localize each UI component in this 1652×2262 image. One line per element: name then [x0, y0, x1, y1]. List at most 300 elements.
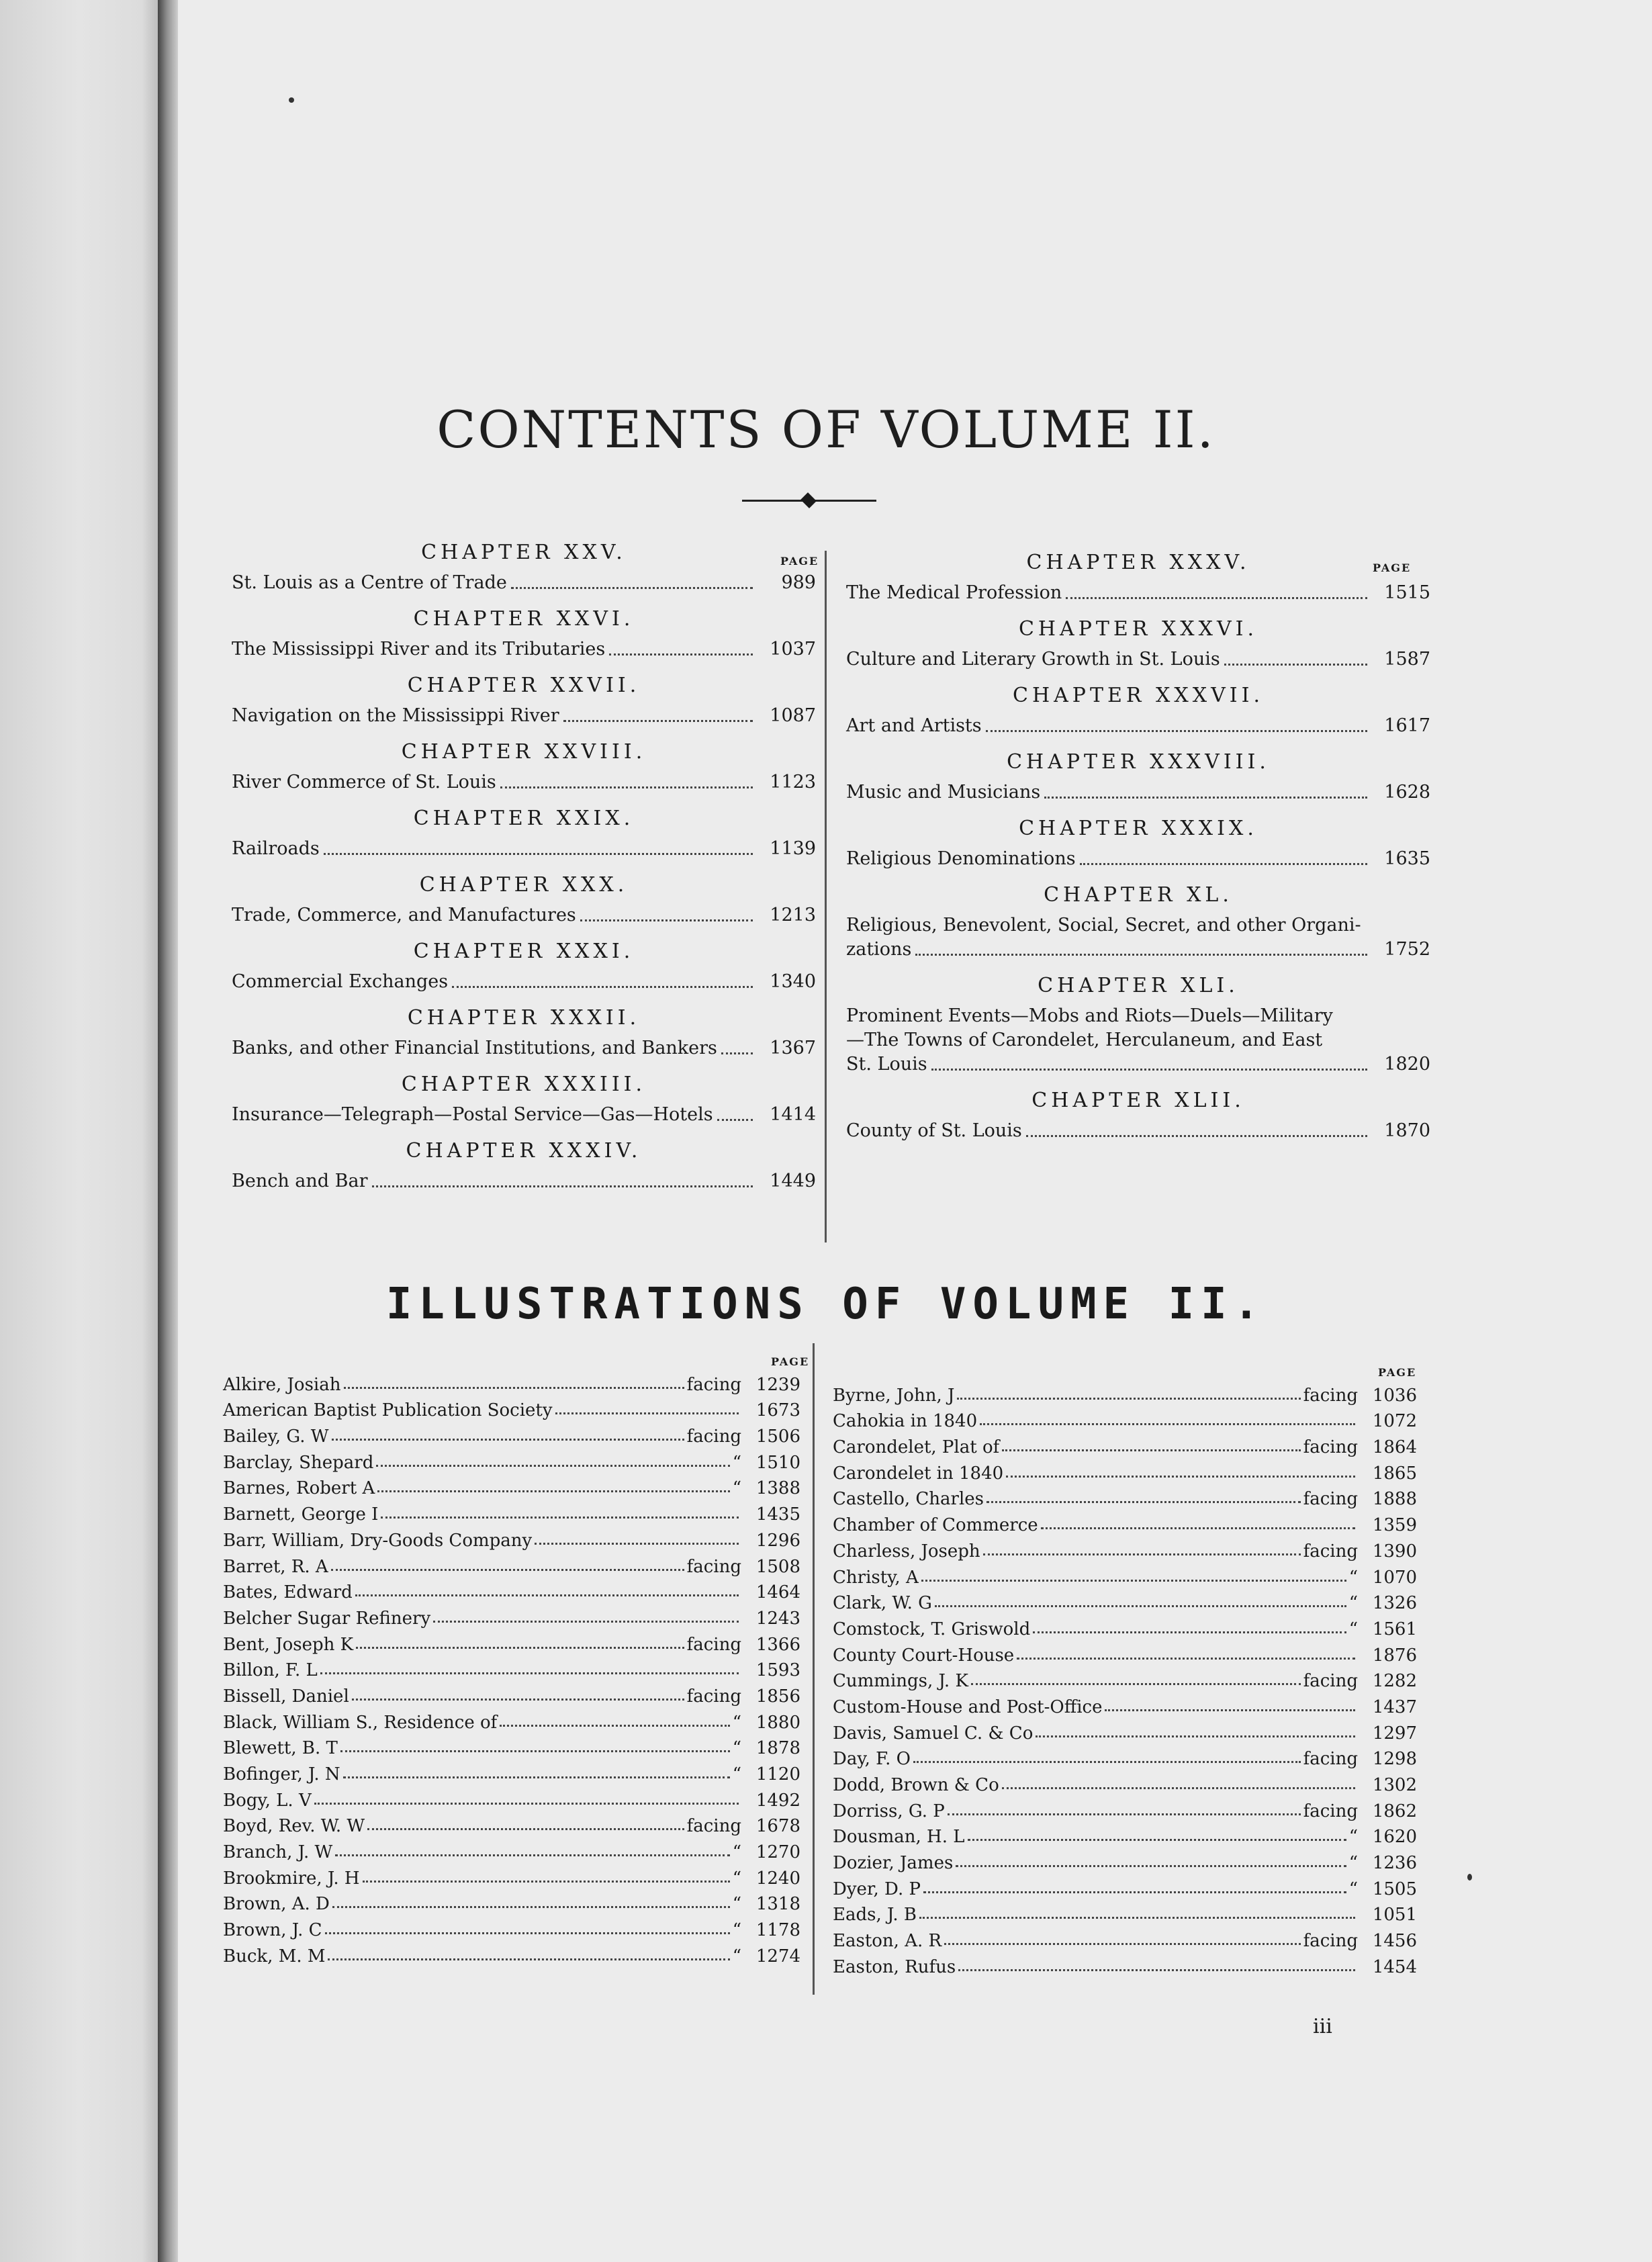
facing-marker: facing	[686, 1427, 741, 1447]
ill-page-label-left: PAGE	[771, 1355, 810, 1368]
contents-entry	[232, 571, 816, 595]
illustration-name: Clark, W. G	[833, 1593, 932, 1614]
page-number: 1051	[1372, 1905, 1417, 1926]
chapter-heading: CHAPTER XXXIII.	[401, 1073, 647, 1096]
chapter-heading: CHAPTER XXVII.	[407, 674, 641, 697]
illustration-entry	[223, 1447, 800, 1473]
illustration-name: Dyer, D. P	[833, 1879, 921, 1899]
dot-leader	[352, 1699, 684, 1701]
page-number: 1593	[755, 1660, 800, 1681]
chapter-title: River Commerce of St. Louis	[232, 772, 496, 793]
page-label-left: PAGE	[780, 555, 819, 568]
contents-entry	[232, 637, 816, 662]
dot-leader	[555, 1412, 739, 1414]
illustration-name: Billon, F. L	[223, 1660, 318, 1681]
dot-leader	[956, 1865, 1346, 1867]
page-number: 1366	[755, 1634, 800, 1655]
dot-leader	[1105, 1709, 1355, 1711]
adjacent-page-edge	[0, 0, 158, 2262]
illustration-name: Barret, R. A	[223, 1556, 328, 1577]
chapter-title: Insurance—Telegraph—Postal Service—Gas—Hotels	[232, 1104, 713, 1125]
page-number: 1449	[770, 1171, 816, 1191]
page-number: 1437	[1372, 1696, 1417, 1717]
page-number: 1617	[1384, 715, 1430, 736]
dot-leader	[563, 720, 753, 722]
contents-entry	[846, 938, 1430, 962]
ill-page-label-right: PAGE	[1378, 1366, 1417, 1379]
illustration-entry	[223, 1525, 800, 1551]
illustration-name: Boyd, Rev. W. W	[223, 1816, 365, 1837]
dot-leader	[609, 653, 753, 655]
page-number: 1865	[1372, 1463, 1417, 1484]
illustration-name: Easton, Rufus	[833, 1956, 956, 1977]
dot-leader	[980, 1423, 1355, 1425]
page-number: 1282	[1372, 1671, 1417, 1692]
illustration-entry	[833, 1925, 1417, 1951]
dot-leader	[915, 954, 1367, 956]
chapter-title: Banks, and other Financial Institutions, and Bankers	[232, 1038, 717, 1058]
illustration-name: Barr, William, Dry-Goods Company	[223, 1530, 533, 1551]
page-number: 1880	[755, 1712, 800, 1733]
illustration-name: Dodd, Brown & Co	[833, 1775, 999, 1795]
illustration-entry	[833, 1691, 1417, 1717]
dot-leader	[1041, 1527, 1355, 1529]
illustration-name: Chamber of Commerce	[833, 1515, 1038, 1536]
dot-leader	[332, 1439, 684, 1441]
contents-entry	[232, 1103, 816, 1127]
illustration-entry	[833, 1795, 1417, 1821]
facing-marker: facing	[1303, 1385, 1358, 1406]
page-number: 1297	[1372, 1723, 1417, 1744]
facing-marker: “	[732, 1712, 741, 1733]
chapter-title: Bench and Bar	[232, 1171, 368, 1191]
page-number: 1454	[1372, 1956, 1417, 1977]
page-number: 1326	[1372, 1593, 1417, 1614]
illustration-name: Davis, Samuel C. & Co	[833, 1723, 1034, 1744]
illustration-name: Alkire, Josiah	[223, 1374, 341, 1395]
illustration-entry	[833, 1588, 1417, 1614]
dot-leader	[355, 1594, 739, 1596]
page-title: CONTENTS OF VOLUME II.	[437, 400, 1215, 459]
dot-leader	[1002, 1787, 1355, 1789]
dot-leader	[1026, 1135, 1367, 1137]
facing-marker: facing	[686, 1556, 741, 1577]
chapter-title: Culture and Literary Growth in St. Louis	[846, 649, 1220, 670]
illustration-entry	[833, 1873, 1417, 1899]
facing-marker: facing	[1303, 1801, 1358, 1821]
dot-leader	[580, 919, 753, 921]
contents-entry	[846, 647, 1430, 672]
page-number: 1274	[755, 1946, 800, 1966]
column-divider	[825, 551, 827, 1242]
dot-leader	[721, 1052, 753, 1054]
chapter-title: Trade, Commerce, and Manufactures	[232, 905, 576, 925]
facing-marker: facing	[686, 1374, 741, 1395]
page-number: 1390	[1372, 1541, 1417, 1562]
contents-entry	[232, 1169, 816, 1193]
chapter-title: County of St. Louis	[846, 1120, 1022, 1141]
illustrations-divider	[813, 1343, 815, 1995]
dot-leader	[372, 1185, 753, 1187]
facing-marker: “	[1348, 1619, 1358, 1639]
chapter-title: St. Louis	[846, 1054, 927, 1075]
contents-entry	[846, 847, 1430, 871]
facing-marker: “	[732, 1478, 741, 1499]
facing-marker: facing	[686, 1634, 741, 1655]
illustration-name: Byrne, John, J	[833, 1385, 955, 1406]
page-number: 1367	[770, 1038, 816, 1058]
illustration-entry	[223, 1577, 800, 1603]
illustration-entry	[223, 1707, 800, 1733]
chapter-heading: CHAPTER XLI.	[1038, 974, 1239, 997]
dot-leader	[500, 1725, 729, 1727]
dot-leader	[986, 1501, 1301, 1503]
dot-leader	[983, 1553, 1301, 1555]
illustration-name: Barnes, Robert A	[223, 1478, 375, 1499]
dot-leader	[1080, 863, 1367, 865]
illustration-entry	[223, 1655, 800, 1681]
illustration-entry	[223, 1602, 800, 1629]
page-number: 1561	[1372, 1619, 1417, 1639]
illustration-entry	[223, 1758, 800, 1784]
chapter-heading: CHAPTER XXXII.	[407, 1006, 641, 1030]
dot-leader	[1002, 1449, 1300, 1451]
illustration-name: Easton, A. R	[833, 1931, 942, 1952]
page-number: 1296	[755, 1530, 800, 1551]
illustration-entry	[833, 1406, 1417, 1432]
page-number: 1070	[1372, 1567, 1417, 1588]
illustration-name: Barclay, Shepard	[223, 1452, 374, 1473]
dot-leader	[968, 1839, 1346, 1841]
illustration-name: Bogy, L. V	[223, 1790, 312, 1811]
illustration-entry	[223, 1733, 800, 1759]
illustration-entry	[833, 1847, 1417, 1873]
dot-leader	[452, 986, 753, 988]
page-number: 1628	[1384, 782, 1430, 803]
dot-leader	[923, 1891, 1346, 1893]
dot-leader	[328, 1958, 729, 1960]
illustration-entry	[833, 1457, 1417, 1484]
illustration-entry	[833, 1509, 1417, 1535]
page-label-right: PAGE	[1373, 561, 1412, 574]
page-number: 1587	[1384, 649, 1430, 670]
page-number: 1620	[1372, 1827, 1417, 1848]
contents-entry	[232, 704, 816, 728]
page-number: 1236	[1372, 1853, 1417, 1874]
print-speck	[289, 97, 294, 103]
dot-leader	[986, 730, 1367, 732]
chapter-title-lines	[846, 913, 1430, 938]
page-number: 989	[781, 572, 816, 593]
facing-marker: facing	[686, 1816, 741, 1837]
illustration-name: Brown, J. C	[223, 1920, 322, 1941]
illustration-entry	[223, 1420, 800, 1447]
page-number: 1515	[1384, 582, 1430, 603]
dot-leader	[324, 853, 753, 855]
illustration-name: Branch, J. W	[223, 1842, 333, 1863]
contents-entry	[846, 780, 1430, 805]
page-number: 1213	[770, 905, 816, 925]
facing-marker: facing	[1303, 1541, 1358, 1562]
facing-marker: “	[732, 1764, 741, 1784]
facing-marker: “	[732, 1842, 741, 1863]
page-number: 1414	[770, 1104, 816, 1125]
illustration-entry	[833, 1613, 1417, 1639]
illustration-entry	[223, 1369, 800, 1395]
dot-leader	[957, 1398, 1300, 1400]
illustration-name: Dorriss, G. P	[833, 1801, 945, 1821]
page-number: 1340	[770, 971, 816, 992]
illustration-name: Carondelet in 1840	[833, 1463, 1004, 1484]
dot-leader	[433, 1621, 739, 1623]
dot-leader	[919, 1917, 1355, 1919]
contents-entry	[232, 770, 816, 795]
contents-entry	[846, 1119, 1430, 1143]
illustration-entry	[223, 1551, 800, 1577]
chapter-title-line: Religious, Benevolent, Social, Secret, and other Organi-	[846, 915, 1361, 936]
illustration-name: Custom-House and Post-Office	[833, 1696, 1103, 1717]
facing-marker: “	[732, 1946, 741, 1966]
facing-marker: “	[732, 1868, 741, 1889]
illustration-name: Bailey, G. W	[223, 1427, 329, 1447]
chapter-title: The Mississippi River and its Tributaries	[232, 639, 606, 660]
chapter-title-lines	[846, 1004, 1430, 1052]
page-number: 1120	[755, 1764, 800, 1784]
illustration-entry	[223, 1395, 800, 1421]
illustrations-title: ILLUSTRATIONS OF VOLUME II.	[385, 1279, 1267, 1329]
dot-leader	[944, 1943, 1301, 1945]
facing-marker: “	[1348, 1853, 1358, 1874]
illustration-entry	[833, 1639, 1417, 1666]
page-number: 1510	[755, 1452, 800, 1473]
illustration-name: Eads, J. B	[833, 1905, 917, 1926]
illustration-entry	[223, 1680, 800, 1707]
page-number: 1864	[1372, 1437, 1417, 1458]
illustration-name: Blewett, B. T	[223, 1738, 338, 1759]
contents-entry	[232, 903, 816, 928]
illustration-name: Dozier, James	[833, 1853, 954, 1874]
dot-leader	[332, 1906, 730, 1908]
illustration-entry	[223, 1784, 800, 1811]
chapter-heading: CHAPTER XXVIII.	[401, 740, 647, 764]
chapter-title-line: Prominent Events—Mobs and Riots—Duels—Military	[846, 1005, 1333, 1026]
dot-leader	[335, 1854, 729, 1856]
contents-column-left	[232, 541, 816, 1206]
chapter-title: zations	[846, 939, 912, 960]
illustration-entry	[223, 1940, 800, 1966]
chapter-title: Music and Musicians	[846, 782, 1041, 803]
contents-entry	[232, 837, 816, 861]
page-number: 1492	[755, 1790, 800, 1811]
illustration-entry	[833, 1951, 1417, 1977]
illustration-entry	[833, 1899, 1417, 1926]
facing-marker: “	[1348, 1879, 1358, 1899]
facing-marker: “	[732, 1738, 741, 1759]
dot-leader	[1224, 664, 1367, 666]
page-number: 1876	[1372, 1645, 1417, 1666]
dot-leader	[931, 1069, 1367, 1071]
illustration-name: Day, F. O	[833, 1749, 911, 1770]
dot-leader	[1033, 1631, 1346, 1633]
illustration-entry	[833, 1535, 1417, 1562]
page-number: 1239	[755, 1374, 800, 1395]
page-number: 1388	[755, 1478, 800, 1499]
dot-leader	[343, 1776, 730, 1778]
contents-entry	[232, 1036, 816, 1060]
illustration-entry	[833, 1562, 1417, 1588]
illustrations-column-right	[833, 1379, 1417, 1977]
illustration-name: Brown, A. D	[223, 1894, 330, 1915]
page-number: 1270	[755, 1842, 800, 1863]
dot-leader	[367, 1828, 684, 1830]
dot-leader	[971, 1683, 1301, 1685]
dot-leader	[958, 1969, 1355, 1971]
dot-leader	[500, 786, 753, 788]
dot-leader	[1036, 1735, 1355, 1737]
chapter-heading: CHAPTER XXV.	[421, 541, 627, 564]
illustration-name: Bissell, Daniel	[223, 1686, 349, 1707]
illustration-entry	[833, 1744, 1417, 1770]
dot-leader	[1066, 597, 1367, 599]
illustration-name: Belcher Sugar Refinery	[223, 1608, 431, 1629]
page-number: 1123	[770, 772, 816, 793]
illustration-entry	[833, 1666, 1417, 1692]
page-number: 1856	[755, 1686, 800, 1707]
dot-leader	[340, 1750, 730, 1752]
dot-leader	[935, 1605, 1346, 1607]
dot-leader	[344, 1387, 684, 1389]
page-number: 1240	[755, 1868, 800, 1889]
illustration-entry	[223, 1498, 800, 1525]
chapter-heading: CHAPTER XXXVIII.	[1007, 750, 1270, 774]
chapter-title: Art and Artists	[846, 715, 982, 736]
dot-leader	[921, 1580, 1346, 1582]
chapter-heading: CHAPTER XXXVII.	[1013, 684, 1264, 707]
ornament-divider	[742, 492, 876, 509]
page-number: 1087	[770, 705, 816, 726]
dot-leader	[535, 1543, 739, 1545]
dot-leader	[314, 1803, 739, 1805]
page-number: 1243	[755, 1608, 800, 1629]
contents-entry	[846, 581, 1430, 605]
dot-leader	[511, 587, 753, 589]
illustration-name: Bent, Joseph K	[223, 1634, 354, 1655]
page-number: 1862	[1372, 1801, 1417, 1821]
chapter-heading: CHAPTER XXXIV.	[406, 1139, 642, 1163]
chapter-title-line: —The Towns of Carondelet, Herculaneum, and East	[846, 1030, 1323, 1050]
page-number: 1888	[1372, 1489, 1417, 1510]
facing-marker: “	[732, 1920, 741, 1941]
chapter-title: Commercial Exchanges	[232, 971, 449, 992]
illustration-entry	[223, 1914, 800, 1940]
chapter-title: Railroads	[232, 838, 320, 859]
illustration-name: Bates, Edward	[223, 1582, 353, 1603]
dot-leader	[381, 1517, 739, 1519]
chapter-heading: CHAPTER XXXI.	[413, 940, 635, 963]
illustration-name: Barnett, George I	[223, 1504, 379, 1525]
chapter-heading: CHAPTER XXX.	[419, 873, 629, 897]
illustration-name: Black, William S., Residence of	[223, 1712, 498, 1733]
illustration-entry	[223, 1473, 800, 1499]
facing-marker: facing	[1303, 1931, 1358, 1952]
page-number: 1456	[1372, 1931, 1417, 1952]
facing-marker: “	[732, 1452, 741, 1473]
chapter-title: St. Louis as a Centre of Trade	[232, 572, 507, 593]
page-number: 1506	[755, 1427, 800, 1447]
page-number: 1464	[755, 1582, 800, 1603]
facing-marker: “	[732, 1894, 741, 1915]
illustration-name: Comstock, T. Griswold	[833, 1619, 1031, 1639]
page-number: 1139	[770, 838, 816, 859]
facing-marker: facing	[1303, 1437, 1358, 1458]
dot-leader	[320, 1672, 739, 1674]
page-number: 1752	[1384, 939, 1430, 960]
illustration-entry	[833, 1484, 1417, 1510]
chapter-title: Religious Denominations	[846, 848, 1076, 869]
illustration-name: Bofinger, J. N	[223, 1764, 340, 1784]
illustrations-column-left	[223, 1369, 800, 1966]
illustration-name: Cahokia in 1840	[833, 1411, 978, 1432]
page-number: 1635	[1384, 848, 1430, 869]
chapter-heading: CHAPTER XXXIX.	[1019, 817, 1258, 840]
page-number: 1435	[755, 1504, 800, 1525]
dot-leader	[325, 1932, 730, 1934]
dot-leader	[356, 1647, 684, 1649]
dot-leader	[1006, 1476, 1355, 1478]
page-number: 1298	[1372, 1749, 1417, 1770]
chapter-title: Navigation on the Mississippi River	[232, 705, 559, 726]
illustration-entry	[833, 1431, 1417, 1457]
illustration-entry	[833, 1379, 1417, 1406]
illustration-entry	[223, 1836, 800, 1862]
print-speck	[1467, 1874, 1472, 1881]
facing-marker: facing	[1303, 1489, 1358, 1510]
illustration-name: Charless, Joseph	[833, 1541, 980, 1562]
chapter-heading: CHAPTER XLII.	[1031, 1089, 1245, 1112]
page-number: 1870	[1384, 1120, 1430, 1141]
page-number: 1878	[755, 1738, 800, 1759]
page-number: 1508	[755, 1556, 800, 1577]
page-number: 1673	[755, 1400, 800, 1421]
facing-marker: “	[1348, 1593, 1358, 1614]
illustration-name: Brookmire, J. H	[223, 1868, 360, 1889]
illustration-entry	[223, 1811, 800, 1837]
page-number: 1072	[1372, 1411, 1417, 1432]
dot-leader	[376, 1465, 729, 1467]
dot-leader	[717, 1119, 753, 1121]
illustration-entry	[223, 1629, 800, 1655]
illustration-entry	[223, 1889, 800, 1915]
facing-marker: facing	[1303, 1671, 1358, 1692]
dot-leader	[377, 1490, 729, 1492]
chapter-heading: CHAPTER XL.	[1044, 883, 1233, 907]
contents-column-right	[846, 551, 1430, 1155]
dot-leader	[1044, 797, 1367, 799]
illustration-name: Cummings, J. K	[833, 1671, 968, 1692]
illustration-name: Dousman, H. L	[833, 1827, 965, 1848]
illustration-entry	[833, 1821, 1417, 1848]
dot-leader	[1017, 1658, 1355, 1660]
dot-leader	[913, 1761, 1301, 1763]
contents-entry	[846, 1052, 1430, 1077]
illustration-name: American Baptist Publication Society	[223, 1400, 553, 1421]
chapter-heading: CHAPTER XXVI.	[413, 607, 635, 631]
facing-marker: “	[1348, 1827, 1358, 1848]
page-number: iii	[1313, 2015, 1332, 2038]
chapter-heading: CHAPTER XXXV.	[1026, 551, 1250, 574]
page-number: 1036	[1372, 1385, 1417, 1406]
illustration-entry	[833, 1717, 1417, 1744]
